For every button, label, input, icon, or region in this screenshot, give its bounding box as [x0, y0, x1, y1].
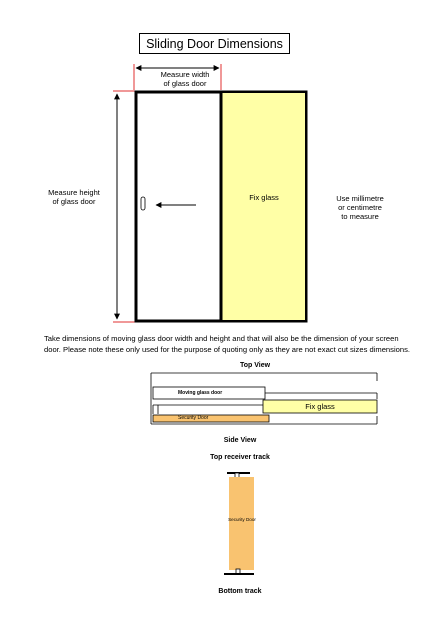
width-label: Measure width of glass door: [160, 70, 210, 88]
side-view-title: Side View: [223, 437, 257, 444]
units-note: Use millimetre or centimetre to measure: [336, 194, 384, 221]
fix-glass-label: Fix glass: [249, 193, 279, 202]
fix-glass-panel: [221, 93, 305, 320]
top-security-door: [153, 415, 269, 422]
side-security-door: [229, 477, 254, 570]
page-title: Sliding Door Dimensions: [139, 33, 290, 54]
top-fix-glass-label: Fix glass: [305, 402, 335, 411]
height-label: Measure height of glass door: [48, 188, 100, 206]
bottom-track-label: Bottom track: [218, 588, 262, 595]
side-security-door-label: Security Door: [228, 517, 256, 522]
top-security-door-label: Security Door: [178, 415, 209, 421]
instructions-text: Take dimensions of moving glass door width and height and that will also be the dimension of your screen door. Please note these only used for the purpose of quoting only as they are not exact cut sizes dimensions.: [44, 334, 410, 354]
top-moving-glass-label: Moving glass door: [178, 390, 223, 396]
height-dimension: [113, 91, 135, 322]
top-track-label: Top receiver track: [210, 454, 270, 461]
side-view-diagram: [224, 473, 254, 574]
top-view-title: Top View: [239, 362, 271, 369]
